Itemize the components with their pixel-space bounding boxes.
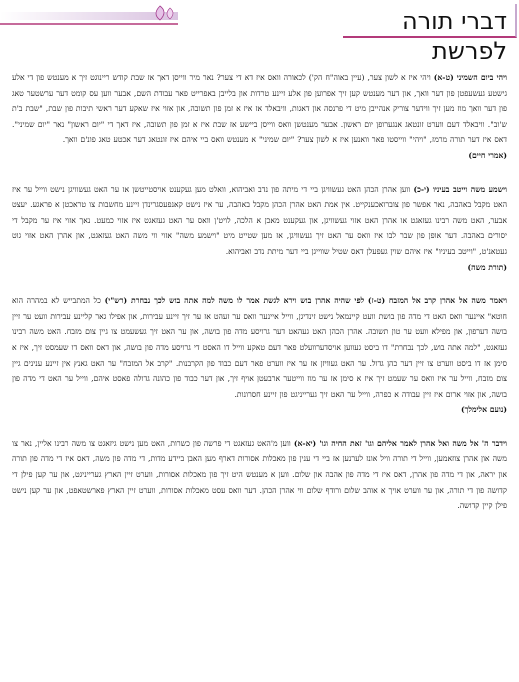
source-attribution: (אמרי חיים) [468, 150, 507, 160]
torah-section [12, 182, 507, 276]
section-paragraph [12, 436, 507, 514]
torah-section [12, 293, 507, 418]
section-heading: וישמע משה וייטב בעיניו [432, 184, 507, 194]
section-body: ויהי איז א לשון צער, (עיין באוה"ח הק') לכאורה וואס איז דא די צער? נאר מיר ווייסן דאך אז שבת קודש ריינוגט זיך א מענטש פון די אלע גישטע געשעפטן פון דער וואך, און דער מענטש קען זיך אפרוען פון אלע זיינע טרדות און בלייבן באפרייט פאר עבודת השם, אבער ווען עס קומט דער ערשטער טאג פון דער וואך מוז מען זיך ווידער צוריק אנהייבן מיט די פרנסה און דאגות, וויבאלד אז איז א זמן פון תשובה, און אזוי איז שאקע דער ראשי תיבות פון שבת, "שבת ב'ת ש'וב". וויבאלד דעם ווערט זונטאג אנגערופן יום ראשון. אבער מענטשן וואס ווייסן ביישע אז שבת איז א זמן פון תשובה, איז דאך די "יום ראשון" נאר "יום שמיני". דאס איז דער תורה מרמז, "ויהי" ווייסטו פאר וואנען איז א לשון צער? "יום שמיני" א מענטש וואס ביי איהם איז זונטאג דער אכטע טאג פונ'ם וואך. [12, 73, 507, 145]
verse-citation: (י-כ) [413, 184, 430, 194]
verse-citation: (ט-ז) [367, 296, 386, 306]
source-attribution: (נועם אלימלך) [460, 405, 507, 415]
section-heading: ויהי ביום השמיני [456, 73, 507, 82]
decorative-border-ornament [0, 2, 180, 32]
section-paragraph [12, 182, 507, 260]
rashi-quote: לפי שהיה אהרן בוש וירא לגשת אמר לו משה למה אתה בוש לכך נבחרת (רש"י) [104, 296, 365, 306]
source-attribution: (תורת משה) [467, 262, 507, 272]
section-body: כל המתבייש לא במהרה הוא חוטא" איינער וואס האט די מדה פון בושת וועט קיינמאל נישט זינדיגן, ווייל איינער וואס ער זעהט אז ער זיך זיינע עבירות, און אפילו גאר קליינע עבירות וועט ער זיין בושה דערפון, און מפילא וועט ער טון תשובה. אהרן הכהן האט געהאט דער גרויסע מדה פון בושה, און ער האט זיך געשעמט צו גיין צום מזבח. האט משה רבינו געזאגט, "למה אתה בוש, לכך נבחרת" דו ביסט געווען אויסדערוועלט פאר דעם טאקע ווייל דו האסט די גרויסע מדה פון בושה, און דאס וואס דו שעמסט זיך, איז א סימן אז דו ביסט ווערט צו זיין דער כהן גדול. ער האט געוויזן אז ער איז ווערט פאר דעם כבוד פון הקרבנות. "קרב אל המזבח" ער האט גאנץ אין זיינע ענינים גיין צום מזבח, ווייל ער איז וואס ער שעמט זיך איז א סימן אז ער מוז ווייטער ארבעטן אויף זיך, און דער כבוד פון כהונה גדולה פאסט איהם, ווייל ער האט די מדה פון בושה, און אזוי ארום איז זיין עבודה א כפרה, ווייל ער האט זיך גערייניגט פון זיינע חסרונות. [12, 296, 507, 399]
section-heading: ויאמר משה אל אהרן קרב אל המזבח [388, 296, 507, 306]
verse-citation: (ט-א) [433, 73, 454, 82]
title-box [343, 4, 517, 65]
section-body: ווען מ'האט געזאגט די פרשה פון כשרות, האט מען נישט גיזאגט צו משה רבינו אליין, נאר צו משה און אהרן צוזאמען, ווייל די תורה וויל אונז לערנען אז ביי די ענין פון מאכלות אסורות דארף מען האבן ביידע מדות, די מדה פון משה, דאס איז די מדה פון תורה און יראה, און די מדה פון אהרן, דאס איז די מדה פון אהבה און שלום. ווען א מענטש היט זיך פון מאכלות אסורות, ווערט זיין הארץ גערייניגט, און ער קען פילן די קדושה פון די תורה, און ער ווערט אויך א אוהב שלום ורודף שלום ווי אהרן הכהן. דער וואס עסט מאכלות אסורות, ווערט זיין הארץ פארשטאפט, און ער קען נישט פילן קיין קדושה. [12, 438, 507, 511]
page-header [0, 0, 519, 65]
section-paragraph [12, 70, 507, 148]
torah-section [12, 70, 507, 164]
section-heading: וידבר ה' אל משה ואל אהרן לאמר אליהם וגו' זאת החיה וגו' [319, 438, 507, 448]
section-paragraph [12, 293, 507, 402]
verse-citation: (יא-א) [293, 438, 317, 448]
section-body: ווען אהרן הכהן האט געשוויגן ביי די מיתה פון נדב ואביהוא, וואלט מען געקענט אויסטייטשן אז ער האט געשוויגן נישט ווייל ער איז האט מקבל באהבה, נאר אפשר פון צוברואכענקייט. אין אמת האט אהרן הכהן מקבל באהבה, ער איז נישט קאנפעסגרינדן זיינע מחשבות צו טראכטן א פראגע. יעצט אבער, האט משה רבינו געזאגט או אהרן האט אזוי געשוויגן, און געקענט מאכן א הלכה, לויט'ן וואס ער האט געזאגט איז אזוי כמעט. נאך אזוי איז ער מקבל די יסורים באהבה. דער אופן פון שבר לבו איז וואס ער האט זיך געשוויגן, אז מען שטייט מיט "וישמע משה" אזוי ווי משה האט געזאגט, און אהרן האט אזוי גוט געטאנ'ט, "וייטב בעיניו" איז איהם שוין געפעלן דאס שטיל שווייגן ביי דער מיתת נדב ואביהוא. [12, 184, 507, 256]
article-body [12, 70, 507, 682]
torah-section [12, 436, 507, 514]
page-title: דברי תורה לפרשת [401, 7, 507, 65]
